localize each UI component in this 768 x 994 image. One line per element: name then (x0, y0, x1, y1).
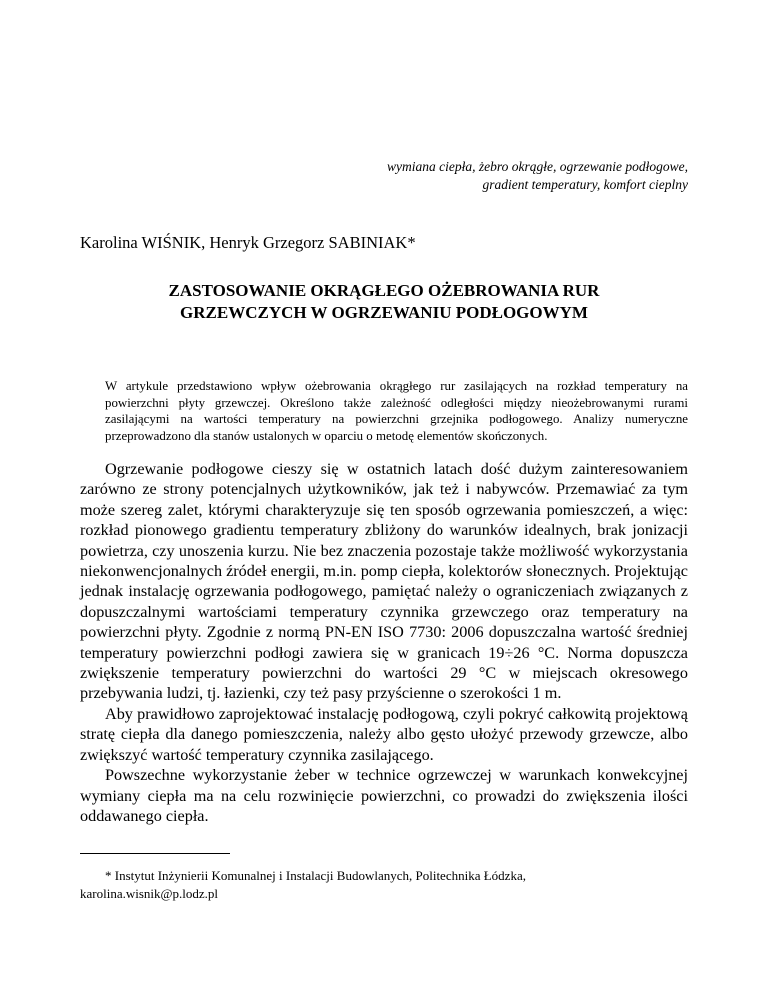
keywords-line-2: gradient temperatury, komfort cieplny (482, 177, 688, 192)
authors: Karolina WIŚNIK, Henryk Grzegorz SABINIAK* (80, 233, 416, 252)
footnote-affiliation: * Instytut Inżynierii Komunalnej i Instalacji Budowlanych, Politechnika Łódzka, (105, 868, 526, 883)
title-line-1: ZASTOSOWANIE OKRĄGŁEGO OŻEBROWANIA RUR (168, 281, 600, 300)
body-paragraph-2: Aby prawidłowo zaprojektować instalację podłogową, czyli pokryć całkowitą projektową stratę ciepła dla danego pomieszczenia, należy albo gęsto ułożyć przewody grzewcze, albo zwiększyć wartość temperatury czynnika zasilającego. (80, 704, 688, 764)
footnote (80, 867, 688, 903)
title-line-2: GRZEWCZYCH W OGRZEWANIU PODŁOGOWYM (180, 303, 588, 322)
body-paragraph-1: Ogrzewanie podłogowe cieszy się w ostatnich latach dość dużym zainteresowaniem zarówno ze strony potencjalnych użytkowników, jak też i nabywców. Przemawiać za tym może szereg zalet, którymi charakteryzuje się ten sposób ogrzewania pomieszczeń, a więc: rozkład pionowego gradientu temperatury zbliżony do warunków idealnych, brak jonizacji powietrza, czy unoszenia kurzu. Nie bez znaczenia pozostaje także możliwość wykorzystania niekonwencjonalnych źródeł energii, m.in. pomp ciepła, kolektorów słonecznych. Projektując jednak instalację ogrzewania podłogowego, pamiętać należy o ograniczeniach związanych z dopuszczalnymi wartościami temperatury czynnika grzewczego oraz temperatury na powierzchni płyty. Zgodnie z normą PN-EN ISO 7730: 2006 dopuszczalna wartość średniej temperatury powierzchni podłogi zawiera się w granicach 19÷26 °C. Norma dopuszcza zwiększenie temperatury powierzchni do wartości 29 °C w miejscach okresowego przebywania ludzi, tj. łazienki, czy też pasy przyścienne o szerokości 1 m. (80, 460, 688, 703)
abstract: W artykule przedstawiono wpływ ożebrowania okrągłego rur zasilających na rozkład temperatury na powierzchni płyty grzewczej. Określono także zależność odległości między nieożebrowanymi rurami zasilającymi na wartości temperatury na powierzchni grzejnika podłogowego. Analizy numeryczne przeprowadzono dla stanów ustalonych w oparciu o metodę elementów skończonych. (105, 379, 688, 443)
body-text (80, 459, 688, 826)
body-paragraph-3: Powszechne wykorzystanie żeber w technice ogrzewczej w warunkach konwekcyjnej wymiany ciepła ma na celu rozwinięcie powierzchni, co prowadzi do zwiększenia ilości oddawanego ciepła. (80, 766, 688, 825)
footnote-email: karolina.wisnik@p.lodz.pl (80, 886, 218, 901)
keywords-line-1: wymiana ciepła, żebro okrągłe, ogrzewanie podłogowe, (387, 159, 688, 174)
paper-title (80, 280, 688, 324)
keywords (188, 158, 688, 194)
footnote-separator (80, 853, 230, 854)
